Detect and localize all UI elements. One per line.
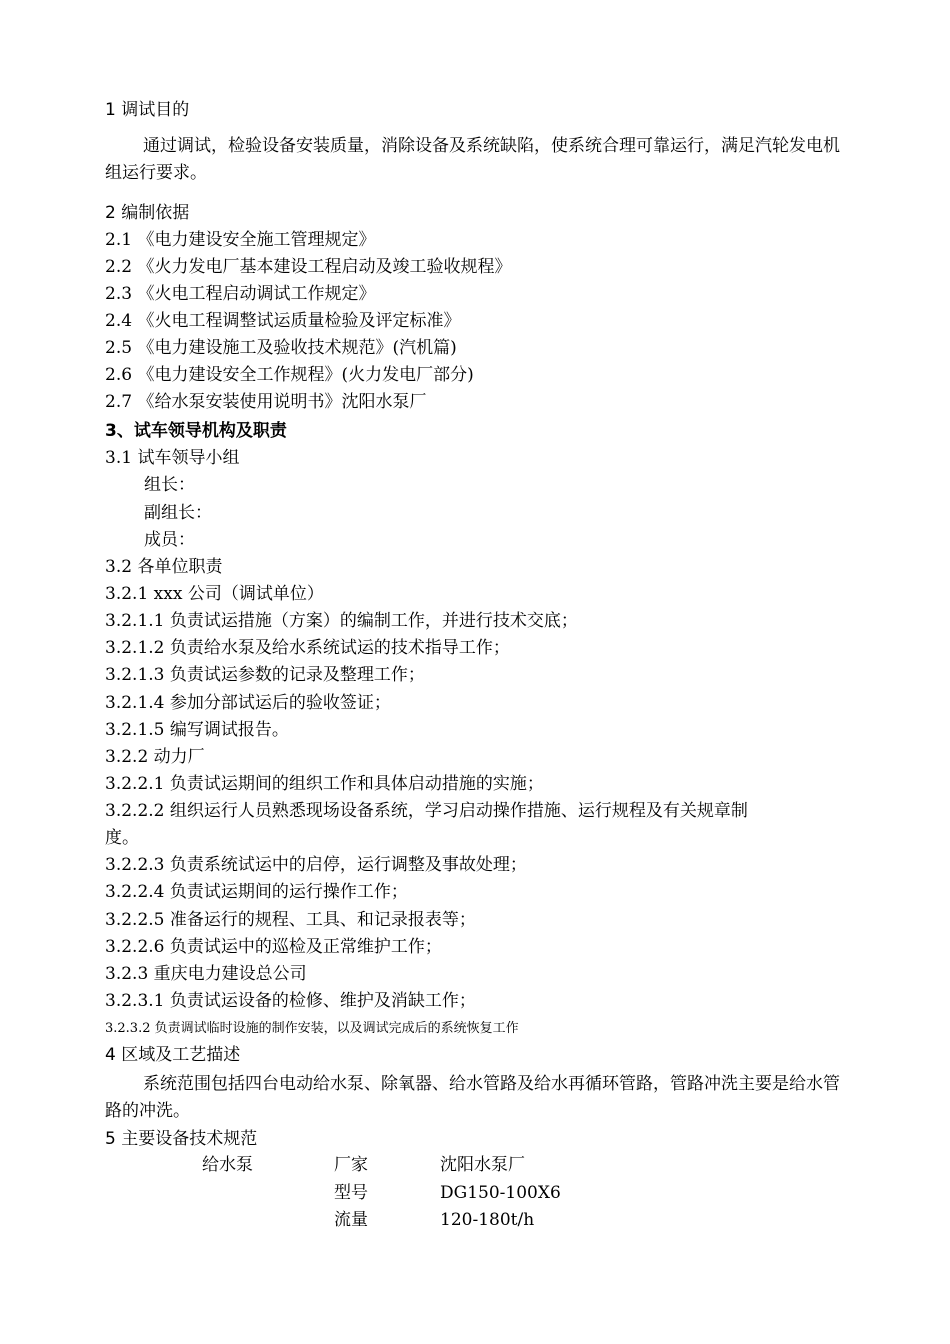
duty-line: 3.2.2.2 组织运行人员熟悉现场设备系统，学习启动操作措施、运行规程及有关规章制 bbox=[105, 801, 748, 821]
section-2-heading: 2 编制依据 bbox=[105, 203, 190, 223]
reference-item: 2.6 《电力建设安全工作规程》(火力发电厂部分) bbox=[105, 365, 474, 385]
reference-item: 2.2 《火力发电厂基本建设工程启动及竣工验收规程》 bbox=[105, 257, 512, 277]
duty-line: 3.2.1.2 负责给水泵及给水系统试运的技术指导工作； bbox=[105, 638, 510, 658]
section-4-heading: 4 区域及工艺描述 bbox=[105, 1045, 241, 1065]
section-4-paragraph-text: 系统范围包括四台电动给水泵、除氧器、给水管路及给水再循环管路，管路冲洗主要是给水管路的冲洗。 bbox=[105, 1074, 840, 1121]
reference-item: 2.5 《电力建设施工及验收技术规范》(汽机篇) bbox=[105, 338, 457, 358]
section-1-heading: 1 调试目的 bbox=[105, 100, 190, 120]
duty-line-small: 3.2.3.2 负责调试临时设施的制作安装，以及调试完成后的系统恢复工作 bbox=[105, 1021, 519, 1036]
duty-line: 3.2.2.3 负责系统试运中的启停，运行调整及事故处理； bbox=[105, 855, 527, 875]
spec-label: 流量 bbox=[334, 1210, 368, 1230]
duty-line-continuation: 度。 bbox=[105, 828, 139, 848]
spec-value: 沈阳水泵厂 bbox=[440, 1155, 525, 1175]
reference-item: 2.1 《电力建设安全施工管理规定》 bbox=[105, 230, 376, 250]
spec-value: DG150-100X6 bbox=[440, 1183, 561, 1203]
duty-line: 3.2.3.1 负责试运设备的检修、维护及消缺工作； bbox=[105, 991, 476, 1011]
spec-label: 厂家 bbox=[334, 1155, 368, 1175]
reference-item: 2.3 《火电工程启动调试工作规定》 bbox=[105, 284, 376, 304]
section-3-heading: 3、试车领导机构及职责 bbox=[105, 421, 287, 441]
subsection-3-1: 3.1 试车领导小组 bbox=[105, 448, 240, 468]
leader-label: 组长： bbox=[144, 475, 195, 495]
reference-item: 2.7 《给水泵安装使用说明书》沈阳水泵厂 bbox=[105, 392, 427, 412]
members-label: 成员： bbox=[144, 530, 195, 550]
duty-line: 3.2.2.6 负责试运中的巡检及正常维护工作； bbox=[105, 937, 442, 957]
duty-line: 3.2.2 动力厂 bbox=[105, 747, 205, 767]
duty-line: 3.2.1.1 负责试运措施（方案）的编制工作，并进行技术交底； bbox=[105, 611, 578, 631]
duty-line: 3.2.1.5 编写调试报告。 bbox=[105, 720, 289, 740]
duty-line: 3.2.3 重庆电力建设总公司 bbox=[105, 964, 307, 984]
spec-value: 120-180t/h bbox=[440, 1210, 535, 1230]
duty-line: 3.2.1.3 负责试运参数的记录及整理工作； bbox=[105, 665, 425, 685]
duty-line: 3.2.1.4 参加分部试运后的验收签证； bbox=[105, 693, 391, 713]
duty-line: 3.2.1 xxx 公司（调试单位） bbox=[105, 584, 324, 604]
section-4-paragraph bbox=[105, 1071, 840, 1125]
equipment-name: 给水泵 bbox=[202, 1155, 253, 1175]
section-1-paragraph-text: 通过调试，检验设备安装质量，消除设备及系统缺陷，使系统合理可靠运行，满足汽轮发电机组运行要求。 bbox=[105, 136, 840, 183]
section-1-paragraph bbox=[105, 133, 840, 187]
deputy-leader-label: 副组长： bbox=[144, 503, 212, 523]
duty-line: 3.2.2.5 准备运行的规程、工具、和记录报表等； bbox=[105, 910, 476, 930]
subsection-3-2: 3.2 各单位职责 bbox=[105, 557, 223, 577]
duty-line: 3.2.2.4 负责试运期间的运行操作工作； bbox=[105, 882, 408, 902]
reference-item: 2.4 《火电工程调整试运质量检验及评定标准》 bbox=[105, 311, 461, 331]
spec-label: 型号 bbox=[334, 1183, 368, 1203]
duty-line: 3.2.2.1 负责试运期间的组织工作和具体启动措施的实施； bbox=[105, 774, 544, 794]
section-5-heading: 5 主要设备技术规范 bbox=[105, 1129, 258, 1149]
